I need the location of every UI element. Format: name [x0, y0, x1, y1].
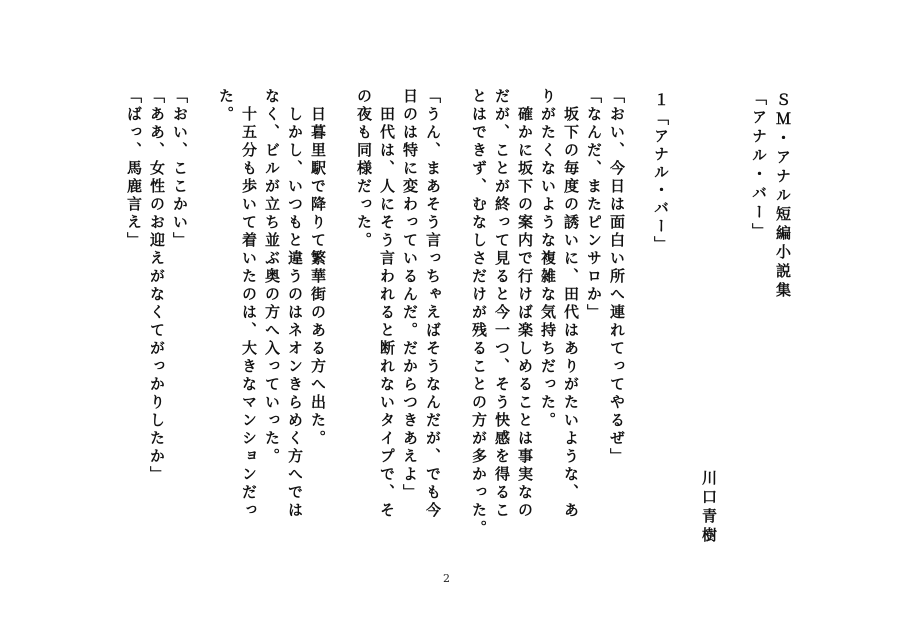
body-line: 坂下の毎度の誘いに、田代はありがたいような、あ [562, 88, 580, 520]
body-line: 日暮里駅で降りて繁華街のある方へ出た。 [309, 88, 327, 448]
body-line: 日のは特に変わっているんだ。だからつきあえよ」 [401, 88, 419, 502]
body-line: 確かに坂下の案内で行けば楽しめることは事実なの [516, 88, 534, 520]
chapter-heading: １「アナル・バー」 [652, 92, 670, 254]
title-line-2: 「アナル・バー」 [750, 90, 768, 242]
body-line: 「おい、今日は面白い所へ連れてってやるぜ」 [608, 88, 626, 466]
body-line: 「なんだ、またピンサロか」 [585, 88, 603, 322]
body-line: なく、ビルが立ち並ぶ奥の方へ入っていった。 [263, 88, 281, 466]
body-line: とはできず、むなしさだけが残ることの方が多かった。 [470, 88, 488, 538]
author-name: 川口青樹 [700, 470, 718, 546]
body-line: 「ああ、女性のお迎えがなくてがっかりしたか」 [148, 88, 166, 484]
body-line: だが、ことが終って見ると今一つ、そう快感を得るこ [493, 88, 511, 520]
body-line: 十五分も歩いて着いたのは、大きなマンションだっ [240, 88, 258, 520]
body-line: 田代は、人にそう言われると断れないタイプで、そ [378, 88, 396, 520]
body-line: りがたくないような複雑な気持ちだった。 [539, 88, 557, 430]
body-line: しかし、いつもと違うのはネオンきらめく方へでは [286, 88, 304, 520]
body-line: 「おい、ここかい」 [171, 88, 189, 250]
body-line: の夜も同様だった。 [355, 88, 373, 250]
body-line: た。 [217, 88, 235, 124]
body-line: 「うん、まあそう言っちゃえばそうなんだが、でも今 [424, 88, 442, 520]
page-number: 2 [443, 572, 450, 585]
body-line: 「ばっ、馬鹿言え」 [125, 88, 143, 250]
title-line-1: ＳＭ・アナル短編小説集 [774, 92, 792, 301]
